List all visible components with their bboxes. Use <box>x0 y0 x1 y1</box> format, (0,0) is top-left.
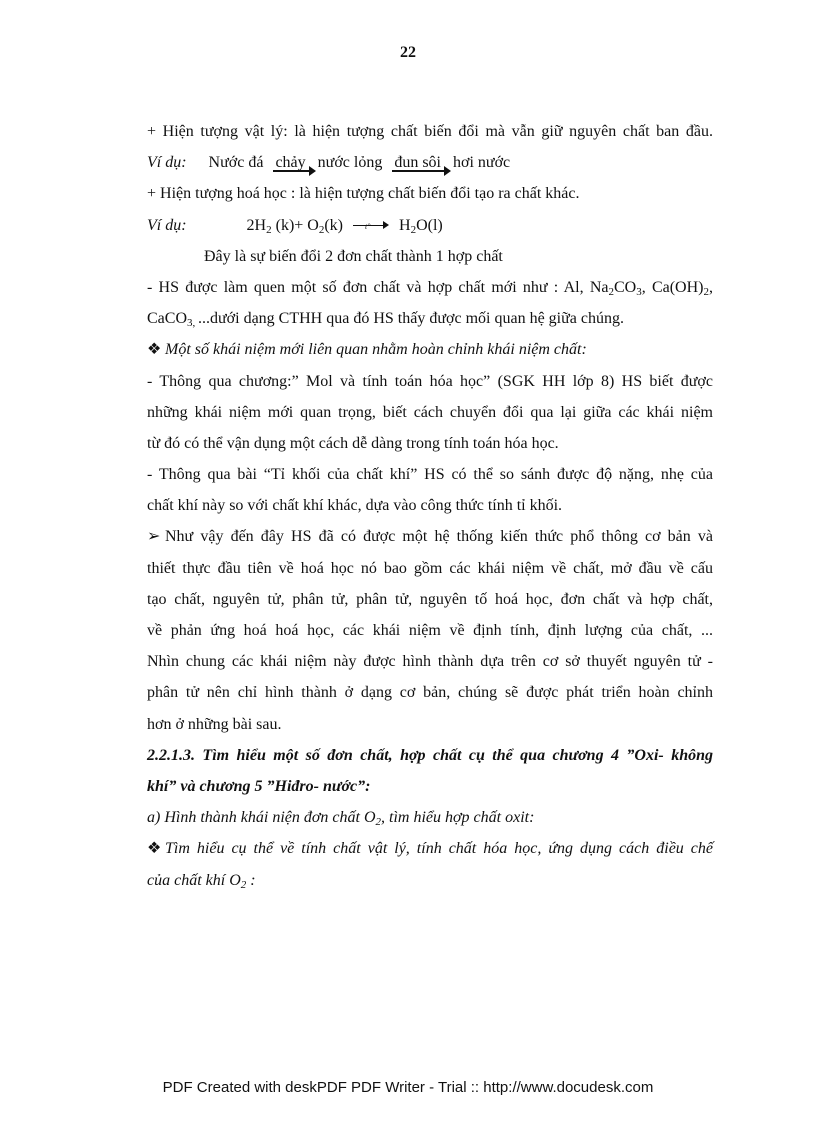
page-number: 22 <box>400 44 416 61</box>
paragraph-line: - Thông qua chương:” Mol và tính toán hóa học” (SGK HH lớp 8) HS biết được <box>147 372 713 390</box>
paragraph-line: về phản ứng hoá hoá học, các khái niệm về định tính, định lượng của chất, ... <box>147 622 713 639</box>
section-heading: 2.2.1.3. Tìm hiểu một số đơn chất, hợp chất cụ thể qua chương 4 ”Oxi- không <box>147 746 713 764</box>
diamond-bullet-icon: ❖ <box>147 840 162 858</box>
process-arrow: đun sôi <box>392 147 443 178</box>
paragraph-line: Đây là sự biến đổi 2 đơn chất thành 1 hợp chất <box>204 247 503 265</box>
paragraph-line: chất khí này so với chất khí khác, dựa vào công thức tính tỉ khối. <box>147 497 563 515</box>
document-body <box>147 116 713 896</box>
reaction-arrow-icon: t° <box>353 221 389 231</box>
section-heading-cont: khí” và chương 5 ”Hiđro- nước”: <box>147 777 371 795</box>
paragraph-line: - Thông qua bài “Tỉ khối của chất khí” HS có thể so sánh được độ nặng, nhẹ của <box>147 466 713 484</box>
paragraph-line: CaCO$_{3,}$ ...dưới dạng CTHH qua đó HS thấy được mối quan hệ giữa chúng. <box>147 310 624 330</box>
process-arrow: chảy <box>273 147 307 178</box>
pdf-watermark-footer: PDF Created with deskPDF PDF Writer - Trial :: http://www.docudesk.com <box>162 1079 654 1096</box>
example-term: nước lỏng <box>317 154 383 172</box>
summary-bullet: ➢ Như vậy đến đây HS đã có được một hệ thống kiến thức phổ thông cơ bản và <box>147 521 713 552</box>
example-label: Ví dụ: <box>147 216 187 234</box>
subsection-heading: a) Hình thành khái niện đơn chất $O_2$, tìm hiểu hợp chất oxit: <box>147 809 535 829</box>
example-chemical-equation <box>147 210 713 241</box>
paragraph-line: những khái niệm mới quan trọng, biết cách chuyển đổi qua lại giữa các khái niệm <box>147 403 713 421</box>
equation-product: $H_2O(l)$ <box>399 216 443 236</box>
paragraph-line: Nhìn chung các khái niệm này được hình thành dựa trên cơ sở thuyết nguyên tử - <box>147 653 713 671</box>
example-term: Nước đá <box>208 154 264 172</box>
paragraph-line: tạo chất, nguyên tử, phân tử, phân tử, nguyên tố hoá học, đơn chất và hợp chất, <box>147 590 713 608</box>
paragraph-line: + Hiện tượng hoá học : là hiện tượng chất biến đổi tạo ra chất khác. <box>147 185 580 203</box>
example-label: Ví dụ: <box>147 154 187 172</box>
example-term: hơi nước <box>453 154 511 172</box>
section-bullet: ❖ Một số khái niệm mới liên quan nhằm hoàn chỉnh khái niệm chất: <box>147 334 713 365</box>
paragraph-line: từ đó có thể vận dụng một cách dễ dàng trong tính toán hóa học. <box>147 434 559 452</box>
paragraph-line: - HS được làm quen một số đơn chất và hợp chất mới như : Al, $Na_2CO_3$, $Ca(OH)_2$, <box>147 278 713 298</box>
paragraph-line: phân tử nên chỉ hình thành ở dạng cơ bản, chúng sẽ được phát triển hoàn chỉnh <box>147 684 713 702</box>
paragraph-line: thiết thực đầu tiên về hoá học nó bao gồm các khái niệm về chất, mở đầu về cấu <box>147 559 713 577</box>
diamond-bullet-icon: ❖ <box>147 341 162 359</box>
paragraph-line: hơn ở những bài sau. <box>147 715 282 733</box>
example-physical-change <box>147 147 713 178</box>
subsection-bullet: ❖ Tìm hiểu cụ thể về tính chất vật lý, tính chất hóa học, ứng dụng cách điều chế <box>147 833 713 864</box>
paragraph-line: của chất khí $O_2$ : <box>147 871 256 891</box>
paragraph-line: + Hiện tượng vật lý: là hiện tượng chất biến đổi mà vẫn giữ nguyên chất ban đầu. <box>147 123 713 140</box>
arrow-bullet-icon: ➢ <box>147 528 161 546</box>
equation-reactants: $2H_2$ $(k)+ O_2(k)$ <box>246 216 343 236</box>
